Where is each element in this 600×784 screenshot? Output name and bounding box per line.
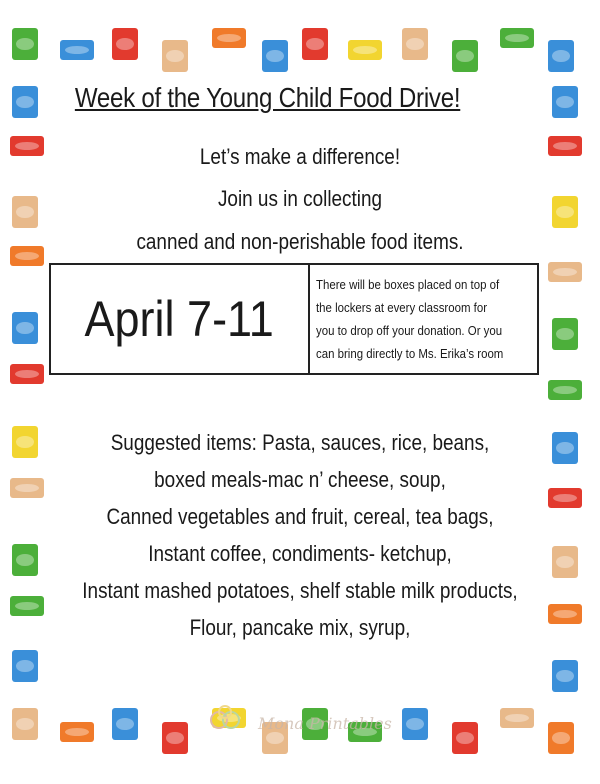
intro-line-1: Let’s make a difference! [199, 144, 401, 169]
suggested-items [0, 424, 600, 646]
food-can-icon [12, 196, 38, 228]
food-can-icon [500, 28, 534, 48]
food-can-icon [12, 708, 38, 740]
food-can-icon [548, 40, 574, 72]
suggested-line: Suggested items: Pasta, sauces, rice, beans, [110, 430, 490, 455]
food-can-icon [12, 28, 38, 60]
food-can-icon [452, 722, 478, 754]
food-can-icon [60, 722, 94, 742]
dropoff-instructions [310, 265, 537, 373]
suggested-line: Instant mashed potatoes, shelf stable milk products, [82, 578, 518, 603]
food-can-icon [12, 312, 38, 344]
food-can-icon [552, 660, 578, 692]
food-can-icon [548, 262, 582, 282]
suggested-line: boxed meals-mac n’ cheese, soup, [154, 467, 446, 492]
dropoff-line: can bring directly to Ms. Erika’s room [316, 346, 504, 361]
food-can-icon [548, 380, 582, 400]
food-can-icon [548, 722, 574, 754]
dropoff-line: There will be boxes placed on top of [316, 277, 500, 292]
date-cell [51, 265, 310, 373]
food-can-icon [402, 708, 428, 740]
food-can-icon [162, 722, 188, 754]
food-can-icon [402, 28, 428, 60]
food-can-icon [348, 40, 382, 60]
dropoff-line: the lockers at every classroom for [316, 300, 488, 315]
food-can-icon [112, 28, 138, 60]
date-info-box [49, 263, 539, 375]
drive-date: April 7-11 [84, 291, 275, 347]
food-can-icon [10, 136, 44, 156]
suggested-line: Instant coffee, condiments- ketchup, [148, 541, 452, 566]
watermark-flower-icon [205, 700, 245, 740]
food-can-icon [500, 708, 534, 728]
food-can-icon [12, 650, 38, 682]
dropoff-line: you to drop off your donation. Or you [316, 323, 503, 338]
food-can-icon [10, 246, 44, 266]
food-can-icon [60, 40, 94, 60]
suggested-line: Canned vegetables and fruit, cereal, tea bags, [106, 504, 494, 529]
flyer-title: Week of the Young Child Food Drive! [74, 82, 461, 113]
food-can-icon [552, 318, 578, 350]
food-can-icon [112, 708, 138, 740]
food-can-icon [212, 28, 246, 48]
intro-line-3: canned and non-perishable food items. [136, 229, 464, 254]
suggested-line: Flour, pancake mix, syrup, [189, 615, 411, 640]
food-can-icon [552, 86, 578, 118]
food-can-icon [12, 86, 38, 118]
food-can-icon [10, 364, 44, 384]
food-can-icon [452, 40, 478, 72]
watermark-text: Mona Printables [258, 714, 392, 733]
food-can-icon [262, 40, 288, 72]
intro-line-2: Join us in collecting [217, 186, 383, 211]
food-can-icon [162, 40, 188, 72]
food-can-icon [302, 28, 328, 60]
